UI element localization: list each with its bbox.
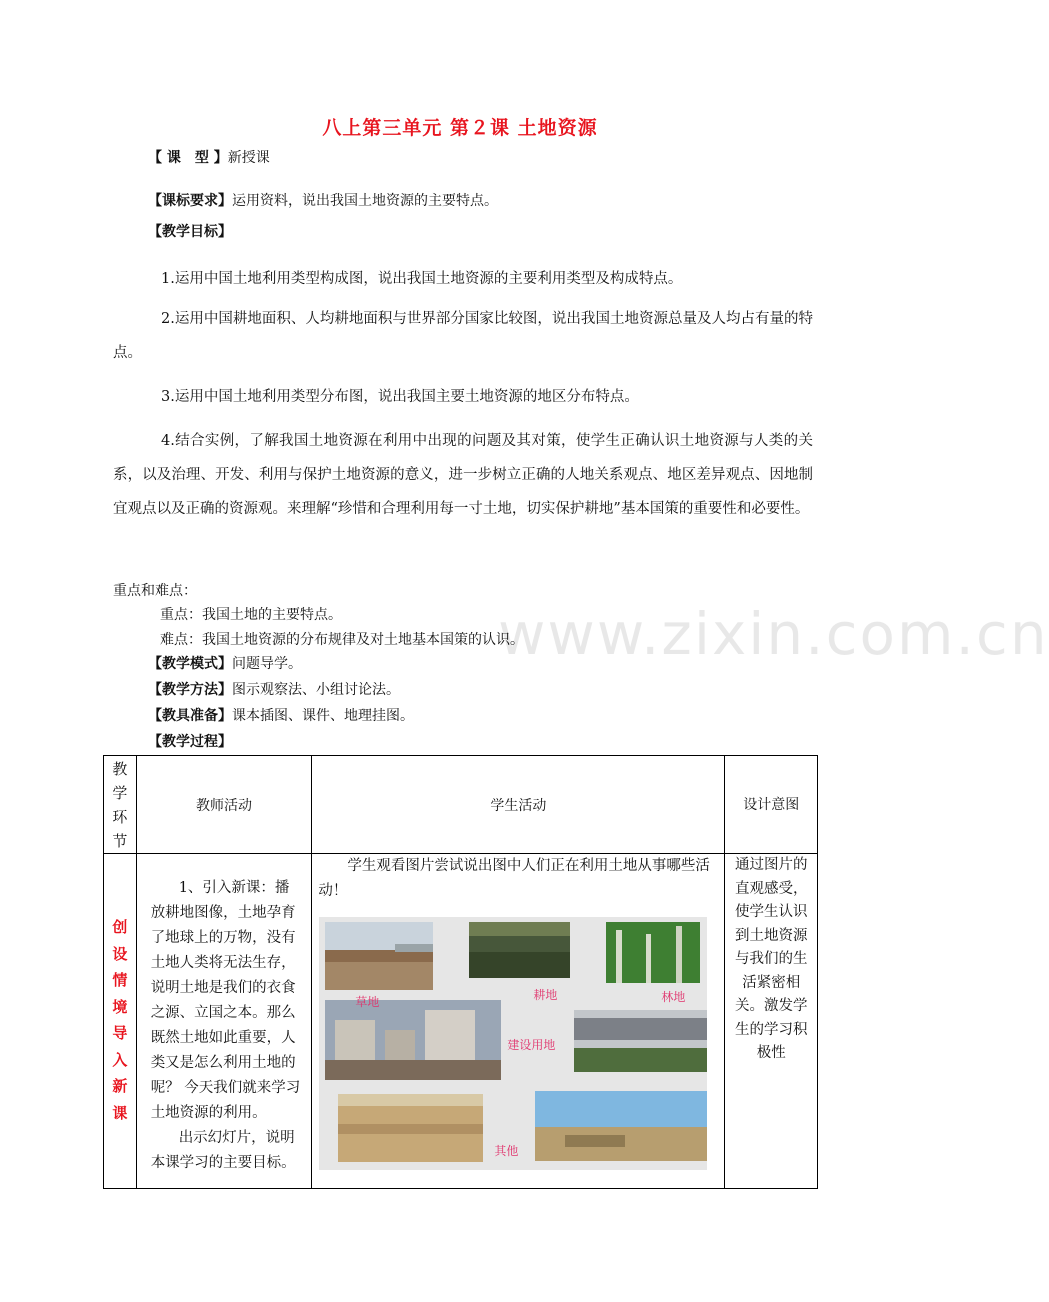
farmland-label: 耕地 xyxy=(533,988,558,1002)
tools-row xyxy=(148,706,414,726)
stage-label: 创设情境导入新课 xyxy=(112,918,128,1122)
mode-value: 问题导学。 xyxy=(232,656,302,672)
objective-2: 2.运用中国耕地面积、人均耕地面积与世界部分国家比较图，说出我国土地资源总量及人均占有量的特点。 xyxy=(113,311,813,361)
difficult-point: 难点：我国土地资源的分布规律及对土地基本国策的认识。 xyxy=(160,632,524,648)
page-title: 八上第三单元 第２课 土地资源 xyxy=(322,117,598,139)
objective-4: 4.结合实例，了解我国土地资源在利用中出现的问题及其对策，使学生正确认识土地资源与人类的关系，以及治理、开发、利用与保护土地资源的意义，进一步树立正确的人地关系观点、地区差异观点、因地制宜观点以及正确的资源观。来理解“珍惜和合理利用每一寸土地，切实保护耕地”基本国策的重要性和必要性。 xyxy=(113,433,813,517)
header-teacher: 教师活动 xyxy=(136,756,312,854)
watermark: www.zixin.com.cn xyxy=(498,600,1049,668)
process-table xyxy=(103,755,818,1189)
key-points-heading: 重点和难点： xyxy=(113,583,197,599)
header-stage xyxy=(104,756,137,854)
standard-label: 【课标要求】 xyxy=(148,193,232,209)
header-stage-text: 教学环节 xyxy=(112,759,128,850)
farmland-photo xyxy=(469,922,570,978)
desert-photo xyxy=(338,1094,483,1162)
mode-label: 【教学模式】 xyxy=(148,656,232,672)
header-student: 学生活动 xyxy=(312,756,725,854)
course-type-row xyxy=(148,148,270,168)
student-text: 学生观看图片尝试说出图中人们正在利用土地从事哪些活动！ xyxy=(318,858,710,899)
construction-land-label: 建设用地 xyxy=(507,1038,556,1052)
table-row xyxy=(104,854,818,1189)
header-intent: 设计意图 xyxy=(725,756,818,854)
teacher-paragraph-2: 出示幻灯片，说明本课学习的主要目标。 xyxy=(150,1130,296,1171)
mode-row xyxy=(148,654,302,674)
land-use-photo-collage xyxy=(319,917,707,1170)
tools-label: 【教具准备】 xyxy=(148,708,232,724)
objectives-heading: 【教学目标】 xyxy=(148,224,232,240)
intent-cell: 通过图片的直观感受，使学生认识到土地资源与我们的生活紧密相关。激发学生的学习积极性 xyxy=(725,854,818,1189)
grassland-photo xyxy=(325,922,433,990)
objective-1: 1.运用中国土地利用类型构成图，说出我国土地资源的主要利用类型及构成特点。 xyxy=(161,271,683,287)
construction-land-photo xyxy=(325,1000,501,1080)
teacher-paragraph-1: 1、引入新课：播放耕地图像，土地孕育了地球上的万物，没有土地人类将无法生存，说明土地是我们的衣食之源、立国之本。那么既然土地如此重要，人类又是怎么利用土地的呢？ 今天我们就来学习土地资源的利用。 xyxy=(150,880,301,1121)
process-heading: 【教学过程】 xyxy=(148,734,232,750)
grassland-label: 草地 xyxy=(355,995,380,1009)
other-land-label: 其他 xyxy=(494,1144,519,1158)
forest-label: 林地 xyxy=(661,990,686,1004)
other-land-photo xyxy=(535,1091,707,1161)
method-value: 图示观察法、小组讨论法。 xyxy=(232,682,400,698)
student-cell xyxy=(312,854,725,1189)
key-point: 重点：我国土地的主要特点。 xyxy=(160,607,342,623)
stage-cell xyxy=(104,854,137,1189)
standard-row xyxy=(148,191,498,211)
objective-3: 3.运用中国土地利用类型分布图，说出我国主要土地资源的地区分布特点。 xyxy=(161,389,639,405)
table-header-row xyxy=(104,756,818,854)
tools-value: 课本插图、课件、地理挂图。 xyxy=(232,708,414,724)
course-type-label: 【 课 型 】 xyxy=(148,150,228,166)
teacher-cell xyxy=(136,854,312,1189)
standard-value: 运用资料，说出我国土地资源的主要特点。 xyxy=(232,193,498,209)
method-label: 【教学方法】 xyxy=(148,682,232,698)
forest-photo xyxy=(606,922,700,983)
course-type-value: 新授课 xyxy=(227,150,270,166)
plaza-photo xyxy=(574,1010,707,1072)
method-row xyxy=(148,680,400,700)
